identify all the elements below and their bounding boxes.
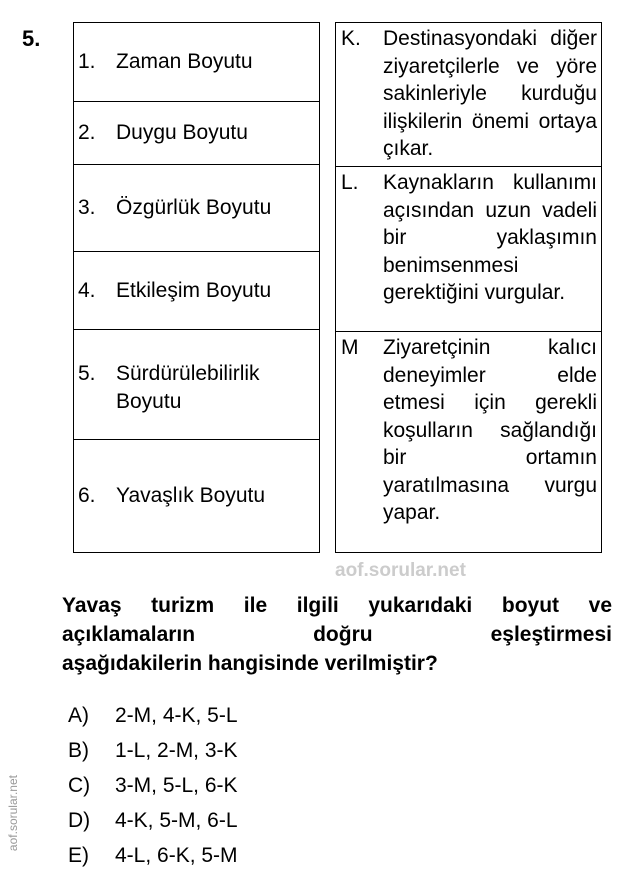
- option-text: 4-K, 5-M, 6-L: [115, 809, 238, 832]
- option-text: 2-M, 4-K, 5-L: [115, 704, 238, 727]
- option-e[interactable]: [68, 844, 238, 868]
- option-text: 1-L, 2-M, 3-K: [115, 739, 238, 762]
- dimensions-table: [73, 22, 320, 553]
- dimension-row: [74, 164, 319, 251]
- row-number: 6.: [78, 484, 96, 507]
- description-row: [336, 331, 601, 552]
- option-a[interactable]: [68, 704, 238, 728]
- watermark-side: aof.sorular.net: [6, 775, 20, 852]
- question-text: [62, 591, 612, 678]
- row-number: 4.: [78, 278, 96, 302]
- row-number: 2.: [78, 121, 96, 144]
- row-number: 1.: [78, 50, 96, 73]
- row-text: Ziyaretçinin kalıcı deneyimler elde etmesi için gerekli koşulların sağlandığı bir ortamın yaratılmasına vurgu yapar.: [383, 336, 597, 524]
- option-label: E): [68, 844, 89, 867]
- dimension-row: [74, 439, 319, 552]
- watermark-top: aof.sorular.net: [335, 560, 466, 581]
- row-number: 5.: [78, 362, 96, 385]
- dimension-row: [74, 23, 319, 101]
- row-text: Zaman Boyutu: [116, 50, 253, 73]
- row-letter: L.: [341, 171, 359, 194]
- row-text: Kaynakların kullanımı açısından uzun vadeli bir yaklaşımın benimsenmesi gerektiğini vurgular.: [383, 171, 597, 304]
- dimension-row: [74, 329, 319, 439]
- row-letter: K.: [341, 27, 361, 50]
- row-text: Sürdürülebilirlik Boyutu: [116, 362, 260, 413]
- option-label: B): [68, 739, 89, 762]
- row-letter: M: [341, 336, 359, 359]
- option-d[interactable]: [68, 809, 238, 833]
- option-b[interactable]: [68, 739, 238, 763]
- option-text: 3-M, 5-L, 6-K: [115, 774, 238, 797]
- row-text: Etkileşim Boyutu: [116, 278, 272, 302]
- option-label: C): [68, 774, 91, 797]
- dimension-row: [74, 101, 319, 164]
- row-text: Destinasyondaki diğer ziyaretçilerle ve yöre sakinleriyle kurduğu ilişkilerin önemi ortaya çıkar.: [383, 27, 597, 160]
- option-label: D): [68, 809, 91, 832]
- descriptions-table: [335, 22, 602, 553]
- option-label: A): [68, 704, 89, 727]
- row-text: Duygu Boyutu: [116, 121, 248, 144]
- question-line: açıklamaların doğru eşleştirmesi: [62, 623, 612, 646]
- question-line: Yavaş turizm ile ilgili yukarıdaki boyut ve: [62, 594, 612, 617]
- row-text: Yavaşlık Boyutu: [116, 484, 266, 507]
- option-c[interactable]: [68, 774, 238, 798]
- description-row: [336, 23, 601, 166]
- row-text: Özgürlük Boyutu: [116, 196, 272, 219]
- option-text: 4-L, 6-K, 5-M: [115, 844, 238, 867]
- question-line: aşağıdakilerin hangisinde verilmiştir?: [62, 652, 438, 675]
- question-number: 5.: [22, 26, 41, 51]
- row-number: 3.: [78, 196, 96, 219]
- dimension-row: [74, 251, 319, 329]
- description-row: [336, 166, 601, 331]
